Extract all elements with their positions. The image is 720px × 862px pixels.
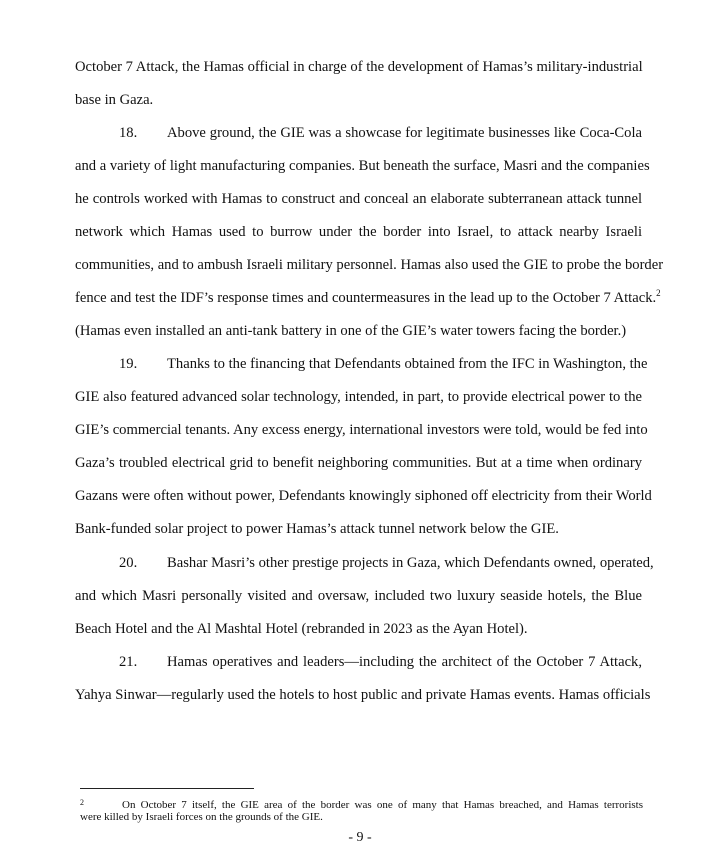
body-line: communities, and to ambush Israeli military personnel. Hamas also used the GIE to probe the border bbox=[75, 257, 664, 273]
body-line: base in Gaza. bbox=[75, 92, 154, 108]
footnote-text: On October 7 itself, the GIE area of the border was one of many that Hamas breached, and Hamas terrorists bbox=[122, 799, 643, 811]
body-line: Gaza’s troubled electrical grid to benefit neighboring communities. But at a time when ordinary bbox=[75, 455, 642, 471]
footnote-text: were killed by Israeli forces on the grounds of the GIE. bbox=[80, 811, 323, 823]
body-line: October 7 Attack, the Hamas official in charge of the development of Hamas’s military-industrial bbox=[75, 59, 643, 75]
footnote-separator bbox=[80, 788, 254, 789]
footnote-continuation bbox=[80, 810, 643, 824]
body-line: GIE also featured advanced solar technology, intended, in part, to provide electrical power to the bbox=[75, 389, 642, 405]
body-line: GIE’s commercial tenants. Any excess energy, international investors were told, would be fed into bbox=[75, 422, 648, 438]
footnote-number: 2 bbox=[80, 798, 84, 807]
paragraph-20-first-line: 20. Bashar Masri’s other prestige projects in Gaza, which Defendants owned, operated, bbox=[119, 555, 654, 571]
body-line: he controls worked with Hamas to construct and conceal an elaborate subterranean attack tunnel bbox=[75, 191, 642, 207]
paragraph-number: 21. bbox=[119, 654, 138, 670]
paragraph-number: 19. bbox=[119, 356, 138, 372]
body-line: (Hamas even installed an anti-tank battery in one of the GIE’s water towers facing the border.) bbox=[75, 323, 627, 339]
paragraph-number: 20. bbox=[119, 555, 138, 571]
body-line: Yahya Sinwar—regularly used the hotels to host public and private Hamas events. Hamas officials bbox=[75, 687, 651, 703]
page-number: - 9 - bbox=[348, 830, 372, 845]
paragraph-21-first-line: 21. Hamas operatives and leaders—including the architect of the October 7 Attack, bbox=[119, 654, 642, 670]
paragraph-18-first-line: 18. Above ground, the GIE was a showcase for legitimate businesses like Coca-Cola bbox=[119, 125, 642, 141]
body-line: Beach Hotel and the Al Mashtal Hotel (rebranded in 2023 as the Ayan Hotel). bbox=[75, 621, 528, 637]
paragraph-number: 18. bbox=[119, 125, 138, 141]
body-line: Bank-funded solar project to power Hamas’s attack tunnel network below the GIE. bbox=[75, 521, 559, 537]
body-line: fence and test the IDF’s response times and countermeasures in the lead up to the October 7 Attack.$^2$ bbox=[75, 288, 661, 306]
body-line: and a variety of light manufacturing companies. But beneath the surface, Masri and the companies bbox=[75, 158, 650, 174]
body-line: Gazans were often without power, Defendants knowingly siphoned off electricity from their World bbox=[75, 488, 652, 504]
footnote-reference[interactable]: 2 bbox=[656, 288, 661, 298]
body-line: and which Masri personally visited and oversaw, included two luxury seaside hotels, the Blue bbox=[75, 588, 642, 604]
body-line: network which Hamas used to burrow under the border into Israel, to attack nearby Israeli bbox=[75, 224, 642, 240]
paragraph-19-first-line: 19. Thanks to the financing that Defendants obtained from the IFC in Washington, the bbox=[119, 356, 648, 372]
